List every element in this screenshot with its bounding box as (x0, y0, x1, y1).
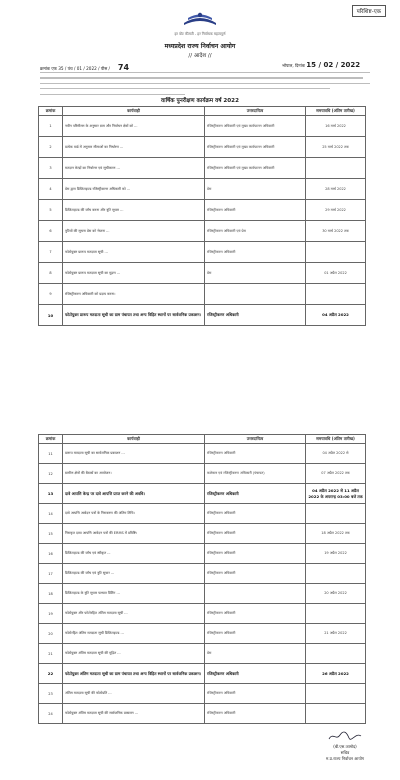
responsibility-cell: रजिस्ट्रीकरण अधिकारी (205, 242, 306, 263)
table-row (39, 604, 366, 624)
table-row (39, 444, 366, 464)
table-row (39, 179, 366, 200)
table-row (39, 684, 366, 704)
table-row (39, 664, 366, 684)
deadline-cell (306, 684, 366, 704)
order-body-text (40, 72, 370, 99)
responsibility-cell: रजिस्ट्रीकरण अधिकारी (205, 444, 306, 464)
action-cell: दावे आपत्ति आवेदन पत्रों के निराकरण की अंतिम तिथि। (63, 504, 205, 524)
deadline-cell (306, 284, 366, 305)
action-cell: प्रारूप मतदाता सूची का सार्वजनिक प्रकाशन ... (63, 444, 205, 464)
deadline-cell: 16 मार्च 2022 (306, 116, 366, 137)
column-header-responsibility: उत्तरदायित्व (205, 107, 306, 116)
action-cell: फोटोयुक्त अंतिम मतदाता सूची की सार्वजनिक प्रकाशन ... (63, 704, 205, 724)
responsibility-cell: रजिस्ट्रीकरण अधिकारी (205, 684, 306, 704)
serial-cell: 24 (39, 704, 63, 724)
responsibility-cell: रजिस्ट्रीकरण अधिकारी (205, 504, 306, 524)
table-row (39, 624, 366, 644)
responsibility-cell: रजिस्ट्रीकरण अधिकारी (205, 484, 306, 504)
deadline-cell (306, 704, 366, 724)
action-cell: रजिस्ट्रीकरण अधिकारी को प्रदाय करना। (63, 284, 205, 305)
document-page-2 (0, 428, 400, 780)
responsibility-cell: रजिस्ट्रीकरण अधिकारी एवं मुख्य कार्यपालन अधिकारी (205, 158, 306, 179)
responsibility-cell: रजिस्ट्रीकरण अधिकारी एवं मुख्य कार्यपालन अधिकारी (205, 116, 306, 137)
signatory-name: (बी.एस.जामोद) (333, 744, 357, 749)
table-row (39, 544, 366, 564)
serial-cell: 22 (39, 664, 63, 684)
column-header-serial: क्रमांक (39, 107, 63, 116)
order-title: // आदेश // (188, 53, 212, 59)
table-header-row (39, 435, 366, 444)
table-row (39, 242, 366, 263)
action-cell: डिजिटाइज्ड के त्रुटि सुधार पश्चात प्रिंटिंग ... (63, 584, 205, 604)
serial-cell: 21 (39, 644, 63, 664)
deadline-cell: 28 मार्च 2022 (306, 179, 366, 200)
serial-cell: 2 (39, 137, 63, 158)
action-cell: फोटोयुक्त अंतिम मतदाता सूची की मुद्रित ... (63, 644, 205, 664)
table-row (39, 504, 366, 524)
signatory-organization: म.प्र.राज्य निर्वाचन आयोग (325, 756, 364, 761)
table-row (39, 524, 366, 544)
column-header-action: कार्यवाही (63, 435, 205, 444)
column-header-serial: क्रमांक (39, 435, 63, 444)
deadline-cell: 19 अप्रैल 2022 (306, 544, 366, 564)
action-cell: प्रत्येक वार्ड में अनुसार सीमाओं का निर्धारण ... (63, 137, 205, 158)
deadline-cell (306, 242, 366, 263)
responsibility-cell: रजिस्ट्रीकरण अधिकारी (205, 624, 306, 644)
schedule-table-part-1 (38, 106, 366, 326)
action-cell: अंतिम मतदाता सूची की फोटोप्रति ... (63, 684, 205, 704)
action-cell: फोटोयुक्त और फोटोरहित अंतिम मतदाता सूची ... (63, 604, 205, 624)
deadline-cell: 04 अप्रैल 2022 से (306, 444, 366, 464)
serial-cell: 6 (39, 221, 63, 242)
action-cell: प्रेस द्वारा डिजिटाइज्ड रजिस्ट्रीकरण अधिकारी को ... (63, 179, 205, 200)
schedule-table-body-2 (39, 444, 366, 724)
deadline-cell: 20 अप्रैल 2022 (306, 584, 366, 604)
book-emblem-icon (180, 9, 220, 31)
column-header-deadline: समयावधि (अंतिम तारीख) (306, 435, 366, 444)
responsibility-cell: रजिस्ट्रीकरण अधिकारी (205, 544, 306, 564)
action-cell: फोटोयुक्त प्रारूप मतदाता सूची का मुद्रण ... (63, 263, 205, 284)
serial-cell: 19 (39, 604, 63, 624)
deadline-cell: 04 अप्रैल 2022 (306, 305, 366, 326)
page-gap (0, 340, 400, 428)
deadline-cell (306, 504, 366, 524)
signatory-designation: सचिव (340, 750, 350, 755)
serial-cell: 5 (39, 200, 63, 221)
tagline: हर वोट कीमती - हर निर्वाचक महत्वपूर्ण (174, 32, 226, 36)
table-row (39, 200, 366, 221)
responsibility-cell: रजिस्ट्रीकरण अधिकारी एवं प्रेस (205, 221, 306, 242)
deadline-cell (306, 158, 366, 179)
serial-cell: 3 (39, 158, 63, 179)
responsibility-cell: रजिस्ट्रीकरण अधिकारी (205, 200, 306, 221)
serial-cell: 17 (39, 564, 63, 584)
table-row (39, 464, 366, 484)
action-cell: फोटोयुक्त प्रारूप मतदाता सूची का ग्राम पंचायत तथा अन्य विहित स्थानों पर सार्वजनिक प्रकाशन। (63, 305, 205, 326)
serial-cell: 11 (39, 444, 63, 464)
serial-cell: 16 (39, 544, 63, 564)
deadline-cell: 01 अप्रैल 2022 (306, 263, 366, 284)
deadline-cell (306, 644, 366, 664)
responsibility-cell: प्रेस (205, 644, 306, 664)
table-row (39, 221, 366, 242)
serial-cell: 23 (39, 684, 63, 704)
column-header-responsibility: उत्तरदायित्व (205, 435, 306, 444)
table-header-row (39, 107, 366, 116)
deadline-cell (306, 604, 366, 624)
document-page-1 (0, 0, 400, 340)
serial-cell: 15 (39, 524, 63, 544)
action-cell: फोटोरहित अंतिम मतदाता सूची डिजिटाइज्ड ... (63, 624, 205, 644)
serial-cell: 13 (39, 484, 63, 504)
responsibility-cell (205, 284, 306, 305)
action-cell: ग्रामीण क्षेत्रों की बैठकों का आयोजन। (63, 464, 205, 484)
serial-cell: 10 (39, 305, 63, 326)
reference-number-value: 74 (117, 63, 130, 72)
table-row (39, 263, 366, 284)
serial-cell: 14 (39, 504, 63, 524)
responsibility-cell: प्रेस (205, 179, 306, 200)
reference-text: क्रमांक एफ 35 / पंच / 01 / 2022 / पीस / (40, 66, 110, 71)
column-header-deadline: समयावधि (अंतिम तारीख) (306, 107, 366, 116)
schedule-table-body-1 (39, 116, 366, 326)
table-row (39, 137, 366, 158)
responsibility-cell: रजिस्ट्रीकरण अधिकारी (205, 524, 306, 544)
schedule-title: वार्षिक पुनरीक्षण कार्यक्रम वर्ष 2022 (161, 98, 239, 104)
deadline-cell: 25 मार्च 2022 तक (306, 137, 366, 158)
serial-cell: 20 (39, 624, 63, 644)
responsibility-cell (205, 584, 306, 604)
table-row (39, 158, 366, 179)
serial-cell: 4 (39, 179, 63, 200)
schedule-table-part-2 (38, 434, 366, 724)
order-date (282, 61, 360, 69)
responsibility-cell: रजिस्ट्रीकरण अधिकारी (205, 704, 306, 724)
serial-cell: 8 (39, 263, 63, 284)
table-row (39, 284, 366, 305)
action-cell: निराकृत दावा आपत्ति आवेदन पत्रों की ERMS में प्रविष्टि। (63, 524, 205, 544)
deadline-cell: 30 मार्च 2022 तक (306, 221, 366, 242)
action-cell: नवीन परिसीमन के अनुसार ग्राम और निर्वाचन क्षेत्रों को ... (63, 116, 205, 137)
deadline-cell: 26 अप्रैल 2022 (306, 664, 366, 684)
date-value: 15 / 02 / 2022 (306, 61, 361, 69)
table-row (39, 704, 366, 724)
responsibility-cell: कलेक्टर एवं रजिस्ट्रीकरण अधिकारी (पंचायत) (205, 464, 306, 484)
date-label: भोपाल, दिनांक (282, 63, 305, 68)
action-cell: फोटोयुक्त अंतिम मतदाता सूची का ग्राम पंचायत तथा अन्य विहित स्थानों पर सार्वजनिक प्रकाशन। (63, 664, 205, 684)
deadline-cell (306, 564, 366, 584)
serial-cell: 1 (39, 116, 63, 137)
serial-cell: 12 (39, 464, 63, 484)
action-cell: डिजिटाइज्ड की जाँच एवं त्रुटि सुधार ... (63, 564, 205, 584)
action-cell: मतदान केन्द्रों का निर्धारण एवं सूचीकरण ... (63, 158, 205, 179)
annexure-label: परिशिष्ट-एक (352, 5, 386, 17)
deadline-cell: 21 अप्रैल 2022 (306, 624, 366, 644)
serial-cell: 18 (39, 584, 63, 604)
action-cell: दावे आपत्ति केन्द्र पर दावे आपत्ति प्राप्त करने की अवधि। (63, 484, 205, 504)
table-row (39, 305, 366, 326)
column-header-action: कार्यवाही (63, 107, 205, 116)
signature-scribble-icon (327, 730, 363, 742)
table-row (39, 116, 366, 137)
reference-number (40, 63, 129, 72)
deadline-cell: 29 मार्च 2022 (306, 200, 366, 221)
deadline-cell: 07 अप्रैल 2022 तक (306, 464, 366, 484)
responsibility-cell: रजिस्ट्रीकरण अधिकारी (205, 604, 306, 624)
responsibility-cell: प्रेस (205, 263, 306, 284)
signature-block (300, 730, 390, 762)
organization-name: मध्यप्रदेश राज्य निर्वाचन आयोग (164, 43, 236, 50)
serial-cell: 9 (39, 284, 63, 305)
deadline-cell: 04 अप्रैल 2022 से 11 अप्रैल 2022 के अपरान्ह 03:00 बजे तक (306, 484, 366, 504)
table-row (39, 644, 366, 664)
responsibility-cell: रजिस्ट्रीकरण अधिकारी (205, 564, 306, 584)
action-cell: डिजिटाइज्ड की जाँच एवं स्वीकृत ... (63, 544, 205, 564)
deadline-cell: 18 अप्रैल 2022 तक (306, 524, 366, 544)
table-row (39, 584, 366, 604)
serial-cell: 7 (39, 242, 63, 263)
responsibility-cell: रजिस्ट्रीकरण अधिकारी (205, 664, 306, 684)
responsibility-cell: रजिस्ट्रीकरण अधिकारी (205, 305, 306, 326)
action-cell: डिजिटाइज्ड की जाँच करना और त्रुटि सुधार ... (63, 200, 205, 221)
responsibility-cell: रजिस्ट्रीकरण अधिकारी एवं मुख्य कार्यपालन अधिकारी (205, 137, 306, 158)
table-row (39, 564, 366, 584)
action-cell: फोटोयुक्त प्रारूप मतदाता सूची ... (63, 242, 205, 263)
action-cell: त्रुटियों की सूचना प्रेस को भेजना ... (63, 221, 205, 242)
table-row (39, 484, 366, 504)
